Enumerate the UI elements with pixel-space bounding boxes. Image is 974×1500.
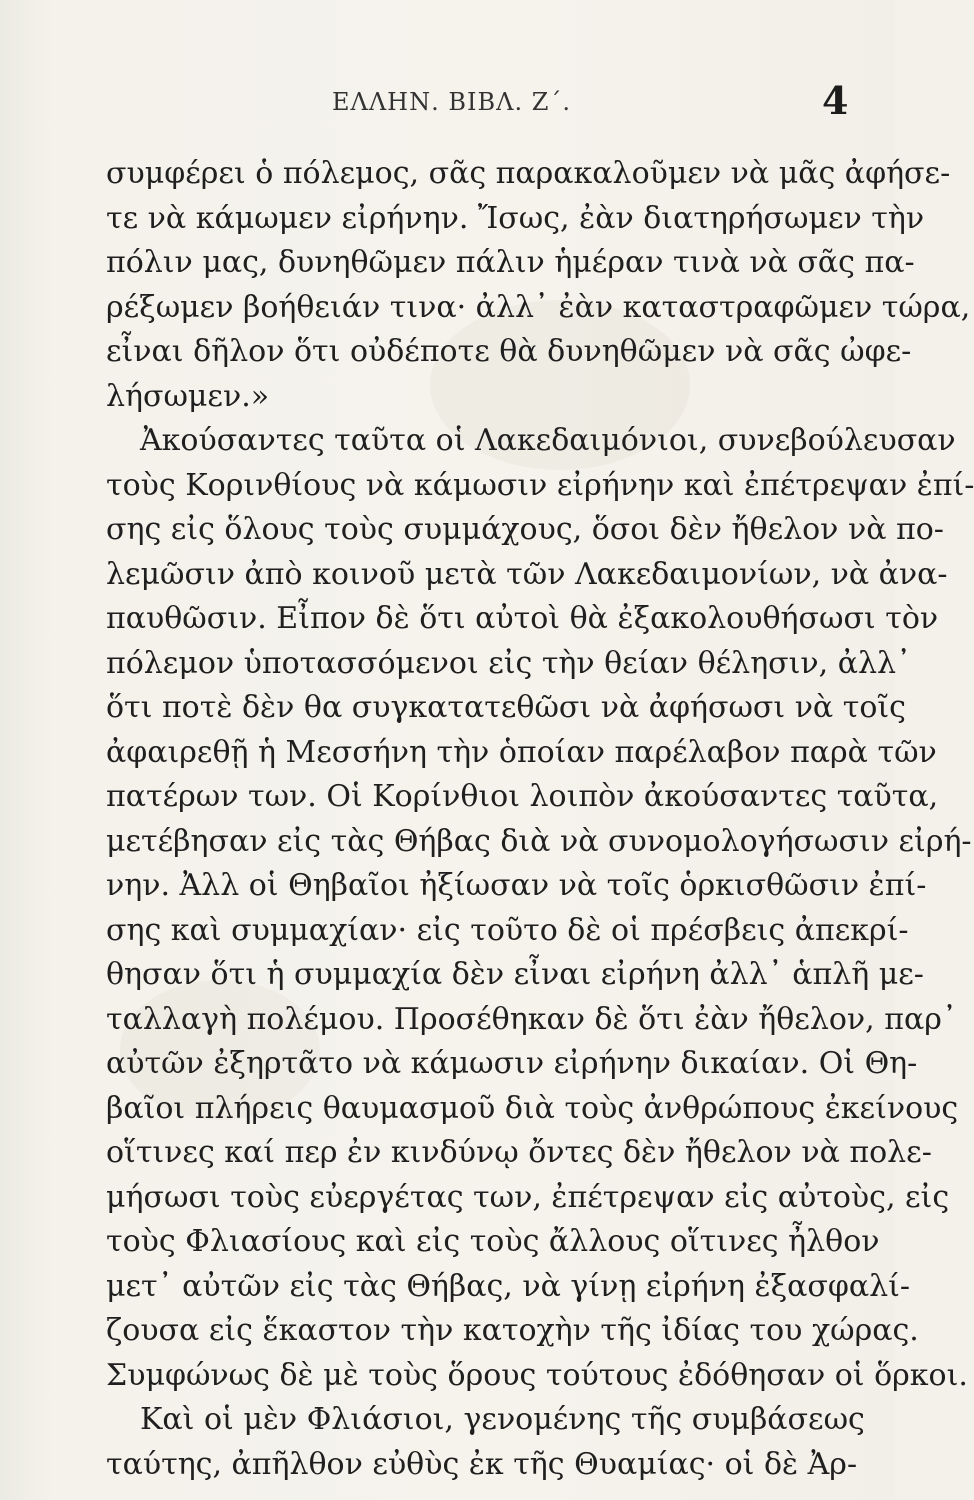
text-line: Ἀκούσαντες ταῦτα οἱ Λακεδαιμόνιοι, συνεβούλευσαν (140, 423, 956, 458)
text-line: αὐτῶν ἐξηρτᾶτο νὰ κάμωσιν εἰρήνην δικαίαν. Οἱ Θη- (106, 1046, 918, 1081)
text-line: πόλιν μας, δυνηθῶμεν πάλιν ἡμέραν τινὰ νὰ σᾶς πα- (106, 245, 915, 280)
text-line: οἵτινες καί περ ἐν κινδύνῳ ὄντες δὲν ἤθελον νὰ πολε- (106, 1135, 932, 1170)
page-number: 4 (822, 78, 849, 123)
text-line: παυθῶσιν. Εἶπον δὲ ὅτι αὐτοὶ θὰ ἐξακολουθήσωσι τὸν (106, 601, 939, 636)
text-line: βαῖοι πλήρεις θαυμασμοῦ διὰ τοὺς ἀνθρώπους ἐκείνους (106, 1090, 959, 1126)
text-line: μετ᾽ αὐτῶν εἰς τὰς Θήβας, νὰ γίνῃ εἰρήνη ἐξασφαλί- (106, 1268, 911, 1304)
text-line: τε νὰ κάμωμεν εἰρήνην. Ἴσως, ἐὰν διατηρήσωμεν τὴν (106, 200, 925, 236)
text-line: τοὺς Κορινθίους νὰ κάμωσιν εἰρήνην καὶ ἐπέτρεψαν ἐπί- (106, 467, 974, 503)
text-line: λεμῶσιν ἀπὸ κοινοῦ μετὰ τῶν Λακεδαιμονίων, νὰ ἀνα- (106, 556, 948, 592)
text-line: ταύτης, ἀπῆλθον εὐθὺς ἐκ τῆς Θυαμίας· οἱ δὲ Ἀρ- (106, 1446, 858, 1482)
text-line: τοὺς Φλιασίους καὶ εἰς τοὺς ἄλλους οἵτινες ἦλθον (106, 1224, 880, 1259)
text-line: πατέρων των. Οἱ Κορίνθιοι λοιπὸν ἀκούσαντες ταῦτα, (106, 779, 939, 814)
text-line: Καὶ οἱ μὲν Φλιάσιοι, γενομένης τῆς συμβάσεως (140, 1402, 865, 1437)
text-line: σης εἰς ὅλους τοὺς συμμάχους, ὅσοι δὲν ἤθελον νὰ πο- (106, 512, 944, 547)
text-line: ἀφαιρεθῇ ἡ Μεσσήνη τὴν ὁποίαν παρέλαβον παρὰ τῶν (106, 734, 937, 770)
text-line: εἶναι δῆλον ὅτι οὐδέποτε θὰ δυνηθῶμεν νὰ σᾶς ὠφε- (106, 334, 912, 369)
text-line: ζουσα εἰς ἕκαστον τὴν κατοχὴν τῆς ἰδίας του χώρας. (106, 1313, 919, 1348)
text-line: μήσωσι τοὺς εὐεργέτας των, ἐπέτρεψαν εἰς αὐτοὺς, εἰς (106, 1179, 950, 1215)
body-text (106, 152, 974, 1487)
text-line: πόλεμον ὑποτασσόμενοι εἰς τὴν θείαν θέλησιν, ἀλλ᾽ (106, 645, 912, 681)
text-line: Συμφώνως δὲ μὲ τοὺς ὅρους τούτους ἐδόθησαν οἱ ὅρκοι. (106, 1357, 968, 1393)
text-line: ρέξωμεν βοήθειάν τινα· ἀλλ᾽ ἐὰν καταστραφῶμεν τώρα, (106, 289, 971, 325)
text-line: σης καὶ συμμαχίαν· εἰς τοῦτο δὲ οἱ πρέσβεις ἀπεκρί- (106, 912, 909, 948)
text-line: θησαν ὅτι ἡ συμμαχία δὲν εἶναι εἰρήνη ἀλλ᾽ ἁπλῆ με- (106, 957, 924, 992)
text-line: συμφέρει ὁ πόλεμος, σᾶς παρακαλοῦμεν νὰ μᾶς ἀφήσε- (106, 156, 951, 191)
text-line: νην. Ἀλλ οἱ Θηβαῖοι ἠξίωσαν νὰ τοῖς ὁρκισθῶσιν ἐπί- (106, 868, 927, 903)
text-line: ὅτι ποτὲ δὲν θα συγκατατεθῶσι νὰ ἀφήσωσι νὰ τοῖς (106, 690, 906, 725)
text-line: μετέβησαν εἰς τὰς Θήβας διὰ νὰ συνομολογήσωσιν εἰρή- (106, 823, 972, 859)
running-header: ΕΛΛΗΝ. ΒΙΒΛ. Ζ΄. (332, 88, 572, 116)
text-line: ταλλαγὴ πολέμου. Προσέθηκαν δὲ ὅτι ἐὰν ἤθελον, παρ᾽ (106, 1001, 957, 1037)
text-line: λήσωμεν.» (106, 378, 270, 414)
